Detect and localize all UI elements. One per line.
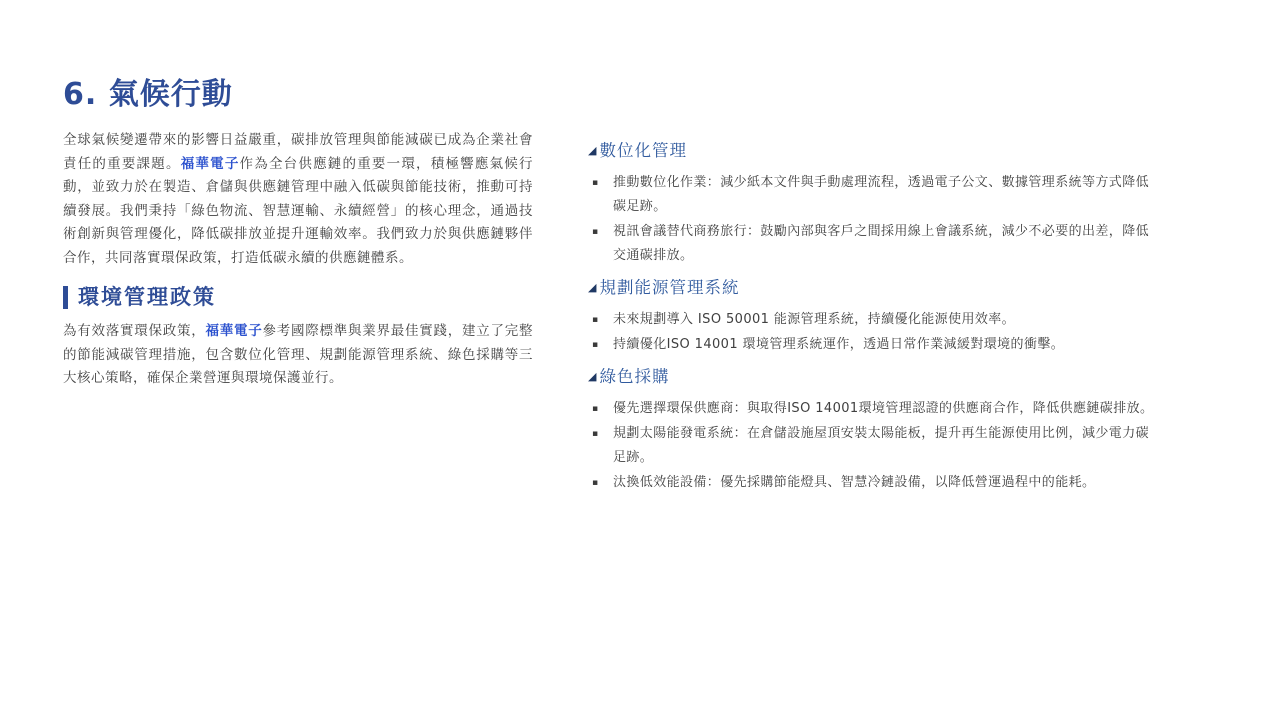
- subsection-heading: [588, 277, 1156, 301]
- list-item: [588, 333, 1156, 357]
- subsection-heading: [588, 140, 1156, 164]
- subsection-energy-management: [588, 277, 1156, 357]
- left-column: [63, 78, 533, 391]
- right-column: [588, 140, 1156, 504]
- list-item-text: 汰換低效能設備：優先採購節能燈具、智慧冷鏈設備，以降低營運過程中的能耗。: [613, 475, 1096, 490]
- subsection-heading: [588, 366, 1156, 390]
- bullet-icon: ▪: [592, 315, 599, 325]
- list-item-text: 規劃太陽能發電系統：在倉儲設施屋頂安裝太陽能板，提升再生能源使用比例，減少電力碳足跡。: [613, 426, 1150, 465]
- brand-name: 福華電子: [180, 155, 240, 172]
- list-item-text: 未來規劃導入 ISO 50001 能源管理系統，持續優化能源使用效率。: [613, 312, 1016, 327]
- page-title: 6. 氣候行動: [63, 77, 233, 112]
- bullet-icon: ▪: [592, 429, 599, 439]
- policy-paragraph: [63, 320, 533, 391]
- list-item-text: 持續優化ISO 14001 環境管理系統運作，透過日常作業減緩對環境的衝擊。: [613, 337, 1065, 352]
- triangle-marker-icon: ◢: [588, 370, 598, 383]
- subsection-green-procurement: [588, 366, 1156, 495]
- list-item: [588, 422, 1156, 470]
- list-item: [588, 220, 1156, 268]
- brand-name: 福華電子: [205, 323, 263, 339]
- section-heading-label: 環境管理政策: [78, 285, 216, 309]
- bullet-icon: ▪: [592, 227, 599, 237]
- list-item-text: 推動數位化作業：減少紙本文件與手動處理流程，透過電子公文、數據管理系統等方式降低碳足跡。: [613, 175, 1150, 214]
- policy-text-part1: 為有效落實環保政策，: [63, 323, 206, 339]
- intro-text-part1: 全球氣候變遷帶來的影響日益嚴重，碳排放管理與節能減碳已成為企業社會責任的重要課題。: [63, 132, 533, 172]
- subsection-digital-management: [588, 140, 1156, 268]
- section-heading-environment-policy: [63, 285, 533, 309]
- list-item: [588, 471, 1156, 495]
- list-item: [588, 171, 1156, 219]
- bullet-icon: ▪: [592, 404, 599, 414]
- bullet-list: [588, 308, 1156, 357]
- bullet-list: [588, 171, 1156, 268]
- bullet-icon: ▪: [592, 340, 599, 350]
- list-item-text: 優先選擇環保供應商：與取得ISO 14001環境管理認證的供應商合作，降低供應鏈碳排放。: [613, 401, 1154, 416]
- intro-text-part2: 作為全台供應鏈的重要一環，積極響應氣候行動，並致力於在製造、倉儲與供應鏈管理中融入低碳與節能技術，推動可持續發展。我們秉持「綠色物流、智慧運輸、永續經營」的核心理念，通過技術創新與管理優化，降低碳排放並提升運輸效率。我們致力於與供應鏈夥伴合作，共同落實環保政策，打造低碳永續的供應鏈體系。: [63, 155, 534, 266]
- list-item: [588, 397, 1156, 421]
- heading-accent-bar: [63, 286, 68, 309]
- bullet-icon: ▪: [592, 478, 599, 488]
- bullet-list: [588, 397, 1156, 495]
- policy-text-part2: 參考國際標準與業界最佳實踐，建立了完整的節能減碳管理措施，包含數位化管理、規劃能源管理系統、綠色採購等三大核心策略，確保企業營運與環境保護並行。: [63, 323, 533, 386]
- subsection-heading-label: 規劃能源管理系統: [599, 278, 740, 297]
- bullet-icon: ▪: [592, 178, 599, 188]
- subsection-heading-label: 數位化管理: [599, 141, 687, 160]
- list-item: [588, 308, 1156, 332]
- subsection-heading-label: 綠色採購: [599, 367, 670, 386]
- triangle-marker-icon: ◢: [588, 281, 598, 294]
- intro-paragraph: [63, 129, 533, 270]
- list-item-text: 視訊會議替代商務旅行：鼓勵內部與客戶之間採用線上會議系統，減少不必要的出差，降低交通碳排放。: [613, 224, 1150, 263]
- triangle-marker-icon: ◢: [588, 144, 598, 157]
